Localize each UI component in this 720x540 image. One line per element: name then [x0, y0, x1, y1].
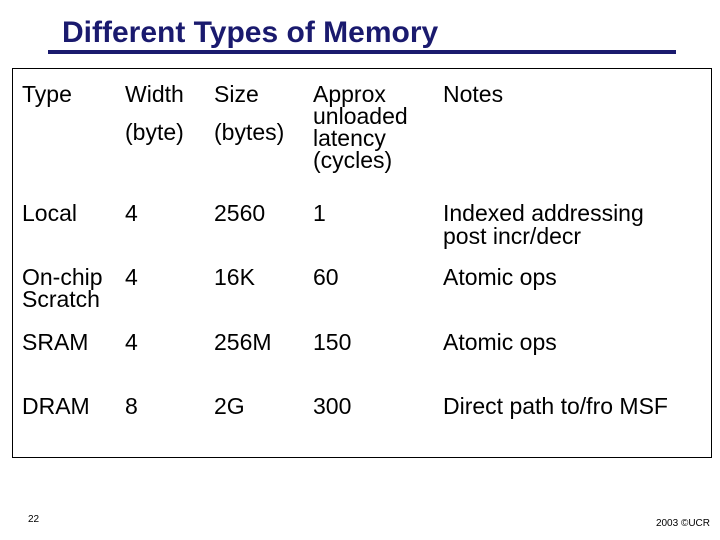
row-local-size: 2560 — [214, 200, 266, 226]
row-sram-type: SRAM — [22, 329, 89, 355]
row-sram-size: 256M — [214, 329, 272, 355]
row-local-type: Local — [22, 200, 77, 226]
row-scratch-notes: Atomic ops — [443, 264, 557, 290]
row-sram-notes: Atomic ops — [443, 329, 557, 355]
header-width: Width — [125, 81, 184, 107]
header-size: Size — [214, 81, 259, 107]
row-scratch-type-line1: On-chip — [22, 264, 103, 290]
row-scratch-type-line2: Scratch — [22, 286, 100, 312]
row-scratch-size: 16K — [214, 264, 255, 290]
header-size-unit: (bytes) — [214, 119, 285, 145]
row-dram-width: 8 — [125, 393, 138, 419]
memory-types-table — [12, 68, 712, 458]
row-scratch-width: 4 — [125, 264, 138, 290]
row-dram-size: 2G — [214, 393, 245, 419]
header-type: Type — [22, 81, 72, 107]
copyright-notice: 2003 ©UCR — [655, 518, 710, 529]
header-latency-line4: (cycles) — [313, 147, 393, 173]
header-latency-line2: unloaded — [313, 103, 408, 129]
slide-number: 22 — [28, 514, 40, 525]
row-dram-latency: 300 — [313, 393, 352, 419]
header-width-unit: (byte) — [125, 119, 184, 145]
row-dram-notes: Direct path to/fro MSF — [443, 393, 668, 419]
row-sram-width: 4 — [125, 329, 138, 355]
slide-title: Different Types of Memory — [62, 16, 439, 49]
header-latency-line3: latency — [313, 125, 386, 151]
row-dram-type: DRAM — [22, 393, 90, 419]
header-latency-line1: Approx — [313, 81, 386, 107]
row-local-width: 4 — [125, 200, 138, 226]
row-local-notes-line2: post incr/decr — [443, 223, 582, 249]
title-underline — [48, 50, 676, 54]
header-notes: Notes — [443, 81, 504, 107]
row-scratch-latency: 60 — [313, 264, 339, 290]
row-sram-latency: 150 — [313, 329, 352, 355]
row-local-notes-line1: Indexed addressing — [443, 200, 644, 226]
row-local-latency: 1 — [313, 200, 326, 226]
